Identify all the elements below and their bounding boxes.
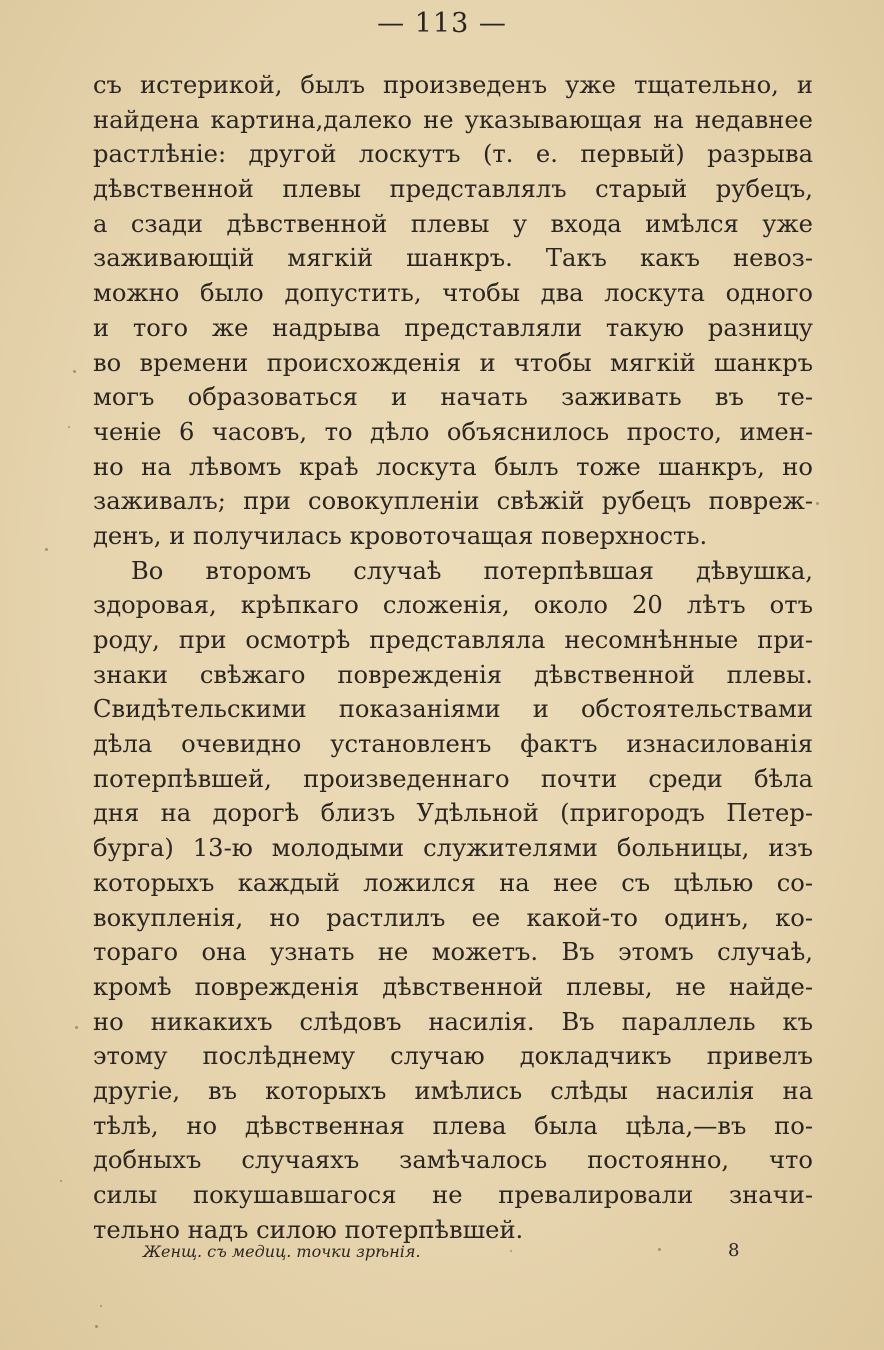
text-line: но на лѣвомъ краѣ лоскута былъ тоже шанкръ, но — [93, 452, 813, 481]
text-line: вокупленія, но растлилъ ее какой-то одинъ, ко- — [93, 903, 813, 932]
paper-speck — [658, 1248, 661, 1251]
paper-speck — [100, 1305, 102, 1307]
text-line: но никакихъ слѣдовъ насилія. Въ параллель къ — [93, 1007, 813, 1036]
page-footer — [0, 1242, 884, 1268]
text-line: ченіе 6 часовъ, то дѣло объяснилось просто, имен- — [93, 417, 813, 446]
text-line: найдена картина,далеко не указывающая на недавнее — [93, 105, 813, 134]
text-line: дѣвственной плевы представлялъ старый рубецъ, — [93, 175, 813, 204]
text-line: кромѣ поврежденія дѣвственной плевы, не найде- — [93, 972, 813, 1001]
text-line: растлѣніе: другой лоскутъ (т. е. первый) разрыва — [93, 140, 813, 169]
text-line: и того же надрыва представляли такую разницу — [93, 313, 813, 342]
paper-speck — [45, 548, 48, 551]
text-line: силы покушавшагося не превалировали значи- — [93, 1181, 813, 1209]
paper-speck — [95, 1325, 98, 1328]
text-line: могъ образоваться и начать заживать въ те- — [93, 383, 813, 412]
footer-signature-mark: 8 — [728, 1240, 740, 1261]
text-line: которыхъ каждый ложился на нее съ цѣлью со- — [93, 868, 813, 897]
paragraph-start-line: Во второмъ случаѣ потерпѣвшая дѣвушка, — [131, 556, 813, 585]
body-text — [93, 68, 813, 1247]
text-line: во времени происхожденія и чтобы мягкій шанкръ — [93, 348, 813, 377]
paper-speck — [60, 1180, 62, 1182]
text-line: здоровая, крѣпкаго сложенія, около 20 лѣтъ отъ — [93, 591, 813, 620]
paragraph-end-line: тельно надъ силою потерпѣвшей. — [93, 1215, 524, 1244]
text-line: добныхъ случаяхъ замѣчалось постоянно, что — [93, 1146, 813, 1175]
paper-speck — [510, 1250, 512, 1252]
text-line: роду, при осмотрѣ представляла несомнѣнные при- — [93, 626, 813, 654]
text-line: знаки свѣжаго поврежденія дѣвственной плевы. — [93, 660, 813, 689]
text-line: заживалъ; при совокупленіи свѣжій рубецъ повреж- — [93, 487, 813, 516]
text-line: другіе, въ которыхъ имѣлись слѣды насилія на — [93, 1076, 813, 1105]
text-line: дня на дорогѣ близъ Удѣльной (пригородъ Петер- — [93, 799, 813, 828]
text-line: Свидѣтельскими показаніями и обстоятельствами — [93, 695, 813, 724]
paper-speck — [68, 426, 70, 428]
text-line: тораго она узнать не можетъ. Въ этомъ случаѣ, — [93, 938, 813, 967]
page-number: — 113 — — [377, 8, 507, 39]
paper-speck — [75, 1026, 78, 1029]
paper-speck — [816, 502, 819, 505]
text-line: потерпѣвшей, произведеннаго почти среди бѣла — [93, 764, 813, 793]
text-line: дѣла очевидно установленъ фактъ изнасилованія — [93, 730, 813, 759]
paper-speck — [73, 370, 76, 373]
text-line: бурга) 13-ю молодыми служителями больницы, изъ — [93, 834, 813, 863]
text-line: этому послѣднему случаю докладчикъ привелъ — [93, 1042, 813, 1071]
text-line: заживающій мягкій шанкръ. Такъ какъ невоз- — [93, 244, 813, 273]
text-line: а сзади дѣвственной плевы у входа имѣлся уже — [93, 209, 813, 238]
paragraph-end-line: денъ, и получилась кровоточащая поверхность. — [93, 521, 708, 550]
text-line: можно было допустить, чтобы два лоскута одного — [93, 279, 813, 308]
text-line: съ истерикой, былъ произведенъ уже тщательно, и — [93, 71, 813, 99]
footer-running-title: Женщ. съ медиц. точки зрѣнія. — [143, 1242, 421, 1261]
text-line: тѣлѣ, но дѣвственная плева была цѣла,—въ по- — [93, 1111, 813, 1140]
